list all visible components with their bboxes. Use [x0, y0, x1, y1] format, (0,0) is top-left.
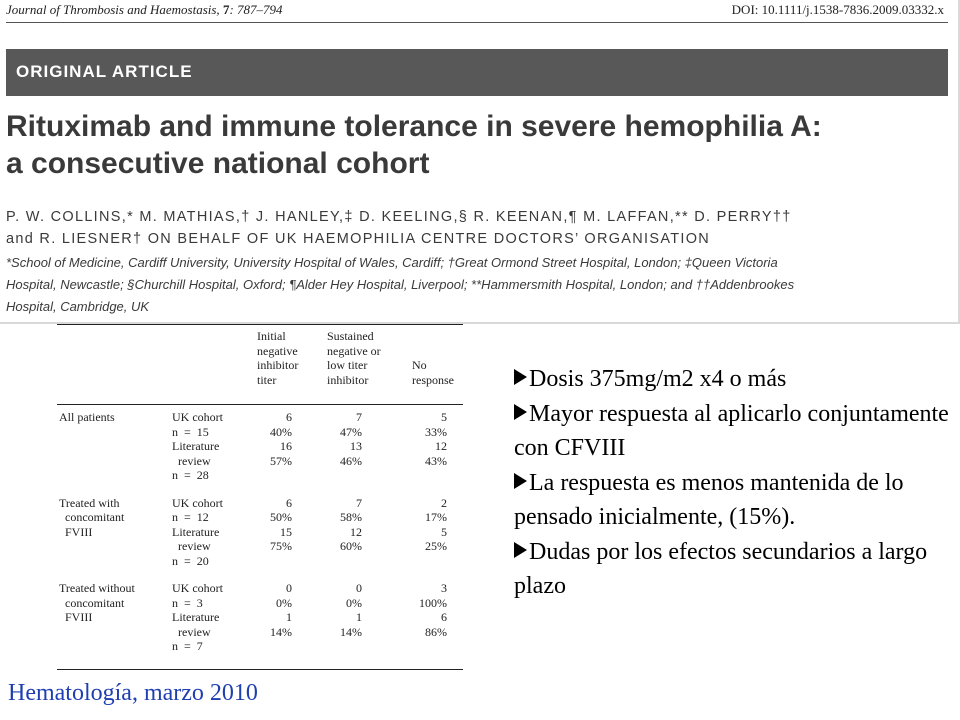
bullet-text: Mayor respuesta al aplicarlo conjuntamente con CFVIII — [514, 400, 949, 461]
sustained-negative-cell: 58% — [340, 510, 362, 524]
sustained-negative-cell: 46% — [340, 453, 362, 468]
affiliations-line-3: Hospital, Cambridge, UK — [6, 299, 150, 314]
section-banner — [6, 49, 948, 96]
initial-negative-cell: 1 — [286, 610, 292, 624]
journal-name: Journal of Thrombosis and Haemostasis, — [6, 2, 220, 17]
journal-pages: : 787–794 — [229, 2, 283, 17]
group-label: Treated without concomitant FVIII — [59, 581, 135, 624]
cohort-cell: Literature — [172, 439, 220, 453]
sustained-negative-cell: 12 — [350, 524, 362, 539]
initial-negative-cell: 0 — [286, 581, 292, 595]
article-title — [6, 108, 946, 182]
no-response-cell: 6 — [441, 610, 447, 624]
cohort-cell: n = 15 — [172, 424, 209, 439]
no-response-cell: 25% — [425, 539, 447, 553]
table-top-rule — [57, 324, 463, 325]
sustained-negative-cell: 0 — [356, 581, 362, 595]
cohort-cell: review — [172, 539, 211, 553]
affiliations-line-1: *School of Medicine, Cardiff University, University Hospital of Wales, Cardiff; †Great Ormond Street Hospital, London; ‡Queen Victoria — [6, 255, 778, 270]
cohort-cell: review — [172, 453, 211, 468]
bullet-item — [514, 466, 954, 535]
sustained-negative-cell: 7 — [356, 410, 362, 424]
initial-negative-cell: 0% — [276, 595, 292, 610]
cohort-cell: n = 7 — [172, 639, 203, 653]
table-header-rule — [57, 404, 463, 405]
affiliations-line-2: Hospital, Newcastle; §Churchill Hospital, Oxford; ¶Alder Hey Hospital, Liverpool; **Hammersmith Hospital, London; and ††Addenbrookes — [6, 277, 795, 292]
article-header-clipping — [0, 0, 960, 324]
no-response-cell: 100% — [419, 595, 447, 610]
no-response-cell: 86% — [425, 624, 447, 639]
no-response-cell: 5 — [441, 410, 447, 424]
sustained-negative-cell: 60% — [340, 539, 362, 553]
cohort-cell: UK cohort — [172, 495, 223, 510]
sustained-negative-cell: 1 — [356, 610, 362, 624]
cohort-cell: Literature — [172, 524, 220, 539]
article-title-line-2: a consecutive national cohort — [6, 147, 430, 180]
article-authors — [6, 206, 950, 250]
bullet-item — [514, 397, 954, 466]
initial-negative-cell: 50% — [270, 510, 292, 524]
bullet-item — [514, 362, 954, 397]
article-title-line-1: Rituximab and immune tolerance in severe hemophilia A: — [6, 110, 822, 143]
arrow-bullet-icon — [514, 542, 527, 558]
bullet-item — [514, 535, 954, 604]
initial-negative-cell: 6 — [286, 410, 292, 424]
no-response-cell: 43% — [425, 453, 447, 468]
authors-line-2: and R. LIESNER† ON BEHALF OF UK HAEMOPHILIA CENTRE DOCTORS’ ORGANISATION — [6, 231, 711, 247]
authors-line-1: P. W. COLLINS,* M. MATHIAS,† J. HANLEY,‡ D. KEELING,§ R. KEENAN,¶ M. LAFFAN,** D. PERRY†† — [6, 209, 792, 225]
arrow-bullet-icon — [514, 473, 527, 489]
bullet-text: La respuesta es menos mantenida de lo pensado inicialmente, (15%). — [514, 469, 904, 530]
sustained-negative-cell: 14% — [340, 624, 362, 639]
no-response-cell: 3 — [441, 581, 447, 595]
header-sustained-negative: Sustained negative or low titer inhibitor — [327, 329, 381, 387]
no-response-cell: 5 — [441, 524, 447, 539]
initial-negative-cell: 15 — [280, 524, 292, 539]
cohort-cell: n = 28 — [172, 468, 209, 482]
group-label: All patients — [59, 410, 115, 424]
sustained-negative-cell: 7 — [356, 495, 362, 510]
arrow-bullet-icon — [514, 369, 527, 385]
initial-negative-cell: 57% — [270, 453, 292, 468]
cohort-cell: UK cohort — [172, 410, 223, 424]
journal-volume: 7 — [222, 2, 230, 17]
no-response-cell: 17% — [425, 510, 447, 524]
header-no-response: No response — [412, 358, 454, 387]
bullet-text: Dudas por los efectos secundarios a largo plazo — [514, 538, 928, 599]
header-divider — [6, 22, 948, 23]
table-bottom-rule — [57, 669, 463, 670]
cohort-cell: review — [172, 624, 211, 639]
header-initial-negative: Initial negative inhibitor titer — [257, 329, 299, 387]
group-label: Treated with concomitant FVIII — [59, 495, 125, 539]
initial-negative-cell: 6 — [286, 495, 292, 510]
bullet-list — [514, 362, 954, 604]
sustained-negative-cell: 47% — [340, 424, 362, 439]
results-table — [57, 324, 463, 670]
initial-negative-cell: 14% — [270, 624, 292, 639]
journal-citation — [6, 2, 283, 18]
cohort-cell: n = 12 — [172, 510, 209, 524]
article-affiliations — [6, 252, 950, 318]
section-label: ORIGINAL ARTICLE — [16, 62, 193, 81]
cohort-cell: n = 3 — [172, 595, 203, 610]
sustained-negative-cell: 0% — [346, 595, 362, 610]
no-response-cell: 12 — [435, 439, 447, 453]
bullet-text: Dosis 375mg/m2 x4 o más — [529, 366, 787, 392]
cohort-cell: Literature — [172, 610, 220, 624]
initial-negative-cell: 75% — [270, 539, 292, 553]
no-response-cell: 33% — [425, 424, 447, 439]
cohort-cell: UK cohort — [172, 581, 223, 595]
arrow-bullet-icon — [514, 404, 527, 420]
sustained-negative-cell: 13 — [350, 439, 362, 453]
article-doi: DOI: 10.1111/j.1538-7836.2009.03332.x — [731, 2, 944, 17]
initial-negative-cell: 16 — [280, 439, 292, 453]
cohort-cell: n = 20 — [172, 553, 209, 568]
initial-negative-cell: 40% — [270, 424, 292, 439]
no-response-cell: 2 — [441, 495, 447, 510]
slide-footer: Hematología, marzo 2010 — [8, 680, 258, 706]
